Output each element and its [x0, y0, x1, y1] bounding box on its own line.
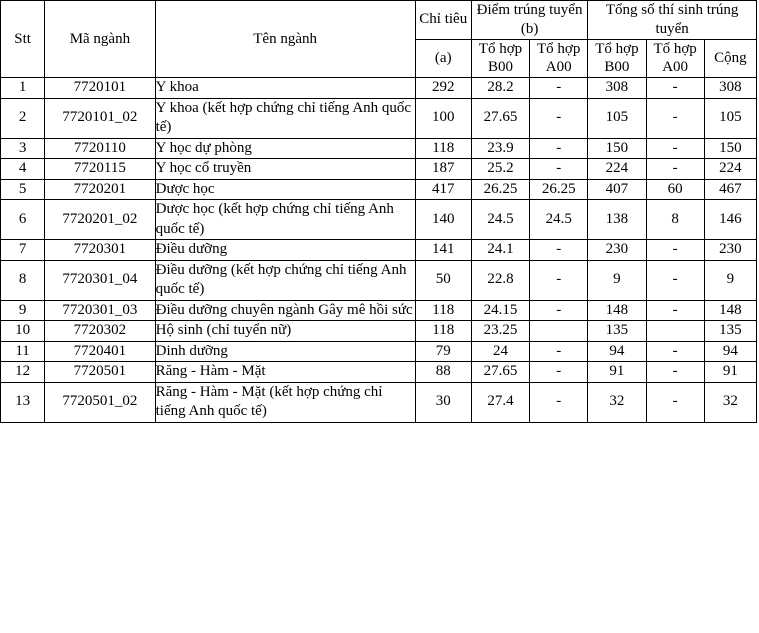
header-ten-nganh: Tên ngành — [155, 1, 415, 78]
cell-ts-a00: - — [646, 138, 704, 159]
cell-diem-b00: 27.4 — [471, 382, 529, 422]
cell-ma-nganh: 7720301_03 — [45, 300, 155, 321]
cell-ts-b00: 32 — [588, 382, 646, 422]
header-row-1 — [1, 1, 757, 40]
cell-ts-b00: 138 — [588, 200, 646, 240]
cell-chi-tieu: 118 — [415, 138, 471, 159]
cell-cong: 230 — [704, 240, 756, 261]
header-ts-a00: Tổ hợp A00 — [646, 39, 704, 78]
cell-cong: 467 — [704, 179, 756, 200]
cell-ma-nganh: 7720101_02 — [45, 98, 155, 138]
cell-diem-a00: - — [530, 382, 588, 422]
cell-ts-a00: - — [646, 362, 704, 383]
cell-diem-a00: 26.25 — [530, 179, 588, 200]
cell-diem-b00: 22.8 — [471, 260, 529, 300]
cell-ts-a00: - — [646, 240, 704, 261]
cell-diem-b00: 24 — [471, 341, 529, 362]
cell-chi-tieu: 140 — [415, 200, 471, 240]
table-row — [1, 98, 757, 138]
cell-cong: 105 — [704, 98, 756, 138]
cell-stt: 5 — [1, 179, 45, 200]
cell-chi-tieu: 417 — [415, 179, 471, 200]
cell-ma-nganh: 7720115 — [45, 159, 155, 180]
table-row — [1, 200, 757, 240]
cell-chi-tieu: 100 — [415, 98, 471, 138]
cell-diem-b00: 23.25 — [471, 321, 529, 342]
cell-ma-nganh: 7720301 — [45, 240, 155, 261]
cell-diem-b00: 24.5 — [471, 200, 529, 240]
cell-diem-a00 — [530, 321, 588, 342]
cell-chi-tieu: 118 — [415, 321, 471, 342]
cell-ten-nganh: Điều dưỡng (kết hợp chứng chỉ tiếng Anh quốc tế) — [155, 260, 415, 300]
cell-cong: 91 — [704, 362, 756, 383]
cell-ts-a00: - — [646, 341, 704, 362]
cell-ts-b00: 230 — [588, 240, 646, 261]
cell-chi-tieu: 292 — [415, 78, 471, 99]
cell-diem-b00: 24.15 — [471, 300, 529, 321]
cell-ten-nganh: Dinh dưỡng — [155, 341, 415, 362]
cell-ts-b00: 94 — [588, 341, 646, 362]
cell-diem-a00: - — [530, 78, 588, 99]
cell-stt: 4 — [1, 159, 45, 180]
cell-diem-a00: - — [530, 260, 588, 300]
cell-cong: 224 — [704, 159, 756, 180]
cell-ma-nganh: 7720101 — [45, 78, 155, 99]
header-diem-trung-tuyen: Điểm trúng tuyển (b) — [471, 1, 587, 40]
cell-ts-a00: - — [646, 300, 704, 321]
cell-ts-a00: - — [646, 382, 704, 422]
table-row — [1, 300, 757, 321]
cell-diem-a00: - — [530, 362, 588, 383]
cell-ma-nganh: 7720501 — [45, 362, 155, 383]
table-row — [1, 138, 757, 159]
cell-ts-b00: 148 — [588, 300, 646, 321]
cell-ten-nganh: Răng - Hàm - Mặt (kết hợp chứng chỉ tiếng Anh quốc tế) — [155, 382, 415, 422]
cell-ts-b00: 91 — [588, 362, 646, 383]
cell-stt: 8 — [1, 260, 45, 300]
cell-diem-a00: 24.5 — [530, 200, 588, 240]
cell-ts-a00 — [646, 321, 704, 342]
cell-ten-nganh: Dược học (kết hợp chứng chỉ tiếng Anh quốc tế) — [155, 200, 415, 240]
cell-ma-nganh: 7720302 — [45, 321, 155, 342]
cell-ts-b00: 407 — [588, 179, 646, 200]
cell-stt: 12 — [1, 362, 45, 383]
cell-chi-tieu: 50 — [415, 260, 471, 300]
cell-ten-nganh: Dược học — [155, 179, 415, 200]
header-ts-b00: Tổ hợp B00 — [588, 39, 646, 78]
cell-cong: 146 — [704, 200, 756, 240]
cell-chi-tieu: 141 — [415, 240, 471, 261]
cell-ten-nganh: Y khoa (kết hợp chứng chỉ tiếng Anh quốc tế) — [155, 98, 415, 138]
cell-diem-b00: 26.25 — [471, 179, 529, 200]
cell-ma-nganh: 7720501_02 — [45, 382, 155, 422]
cell-ts-b00: 9 — [588, 260, 646, 300]
cell-ts-b00: 224 — [588, 159, 646, 180]
cell-diem-a00: - — [530, 159, 588, 180]
cell-cong: 148 — [704, 300, 756, 321]
cell-chi-tieu: 187 — [415, 159, 471, 180]
header-chi-tieu-sub: (a) — [415, 39, 471, 78]
table-row — [1, 362, 757, 383]
table-row — [1, 159, 757, 180]
header-diem-a00: Tổ hợp A00 — [530, 39, 588, 78]
cell-chi-tieu: 79 — [415, 341, 471, 362]
cell-cong: 32 — [704, 382, 756, 422]
cell-diem-b00: 28.2 — [471, 78, 529, 99]
cell-ten-nganh: Hộ sinh (chỉ tuyển nữ) — [155, 321, 415, 342]
cell-ten-nganh: Y khoa — [155, 78, 415, 99]
table-row — [1, 260, 757, 300]
cell-chi-tieu: 118 — [415, 300, 471, 321]
header-stt: Stt — [1, 1, 45, 78]
cell-stt: 6 — [1, 200, 45, 240]
cell-ma-nganh: 7720401 — [45, 341, 155, 362]
cell-stt: 1 — [1, 78, 45, 99]
cell-ten-nganh: Điều dưỡng chuyên ngành Gây mê hồi sức — [155, 300, 415, 321]
cell-ts-a00: - — [646, 159, 704, 180]
cell-cong: 94 — [704, 341, 756, 362]
cell-diem-b00: 27.65 — [471, 98, 529, 138]
header-diem-b00: Tổ hợp B00 — [471, 39, 529, 78]
cell-cong: 150 — [704, 138, 756, 159]
cell-stt: 2 — [1, 98, 45, 138]
cell-ts-a00: 8 — [646, 200, 704, 240]
table-row — [1, 240, 757, 261]
table-row — [1, 382, 757, 422]
cell-ma-nganh: 7720110 — [45, 138, 155, 159]
cell-ts-a00: - — [646, 78, 704, 99]
table-row — [1, 341, 757, 362]
cell-diem-b00: 23.9 — [471, 138, 529, 159]
cell-diem-a00: - — [530, 138, 588, 159]
cell-ten-nganh: Y học dự phòng — [155, 138, 415, 159]
table-row — [1, 321, 757, 342]
cell-ten-nganh: Răng - Hàm - Mặt — [155, 362, 415, 383]
table-row — [1, 78, 757, 99]
cell-stt: 7 — [1, 240, 45, 261]
cell-cong: 9 — [704, 260, 756, 300]
cell-cong: 308 — [704, 78, 756, 99]
cell-diem-b00: 24.1 — [471, 240, 529, 261]
header-ma-nganh: Mã ngành — [45, 1, 155, 78]
cell-stt: 10 — [1, 321, 45, 342]
cell-ma-nganh: 7720301_04 — [45, 260, 155, 300]
cell-stt: 11 — [1, 341, 45, 362]
cell-stt: 9 — [1, 300, 45, 321]
cell-diem-b00: 25.2 — [471, 159, 529, 180]
cell-ts-b00: 135 — [588, 321, 646, 342]
cell-stt: 13 — [1, 382, 45, 422]
cell-diem-b00: 27.65 — [471, 362, 529, 383]
cell-ts-a00: - — [646, 98, 704, 138]
cell-cong: 135 — [704, 321, 756, 342]
cell-diem-a00: - — [530, 98, 588, 138]
cell-diem-a00: - — [530, 240, 588, 261]
cell-chi-tieu: 88 — [415, 362, 471, 383]
cell-diem-a00: - — [530, 341, 588, 362]
table-header — [1, 1, 757, 78]
cell-stt: 3 — [1, 138, 45, 159]
table-row — [1, 179, 757, 200]
cell-ts-a00: 60 — [646, 179, 704, 200]
cell-ma-nganh: 7720201 — [45, 179, 155, 200]
cell-ma-nganh: 7720201_02 — [45, 200, 155, 240]
cell-ts-b00: 105 — [588, 98, 646, 138]
cell-ts-a00: - — [646, 260, 704, 300]
cell-ts-b00: 308 — [588, 78, 646, 99]
cell-chi-tieu: 30 — [415, 382, 471, 422]
table-body — [1, 78, 757, 423]
cell-ten-nganh: Y học cổ truyền — [155, 159, 415, 180]
header-tong-so-thi-sinh: Tổng số thí sinh trúng tuyển — [588, 1, 757, 40]
cell-ten-nganh: Điều dưỡng — [155, 240, 415, 261]
header-chi-tieu: Chỉ tiêu — [415, 1, 471, 40]
cell-ts-b00: 150 — [588, 138, 646, 159]
cell-diem-a00: - — [530, 300, 588, 321]
header-cong: Cộng — [704, 39, 756, 78]
